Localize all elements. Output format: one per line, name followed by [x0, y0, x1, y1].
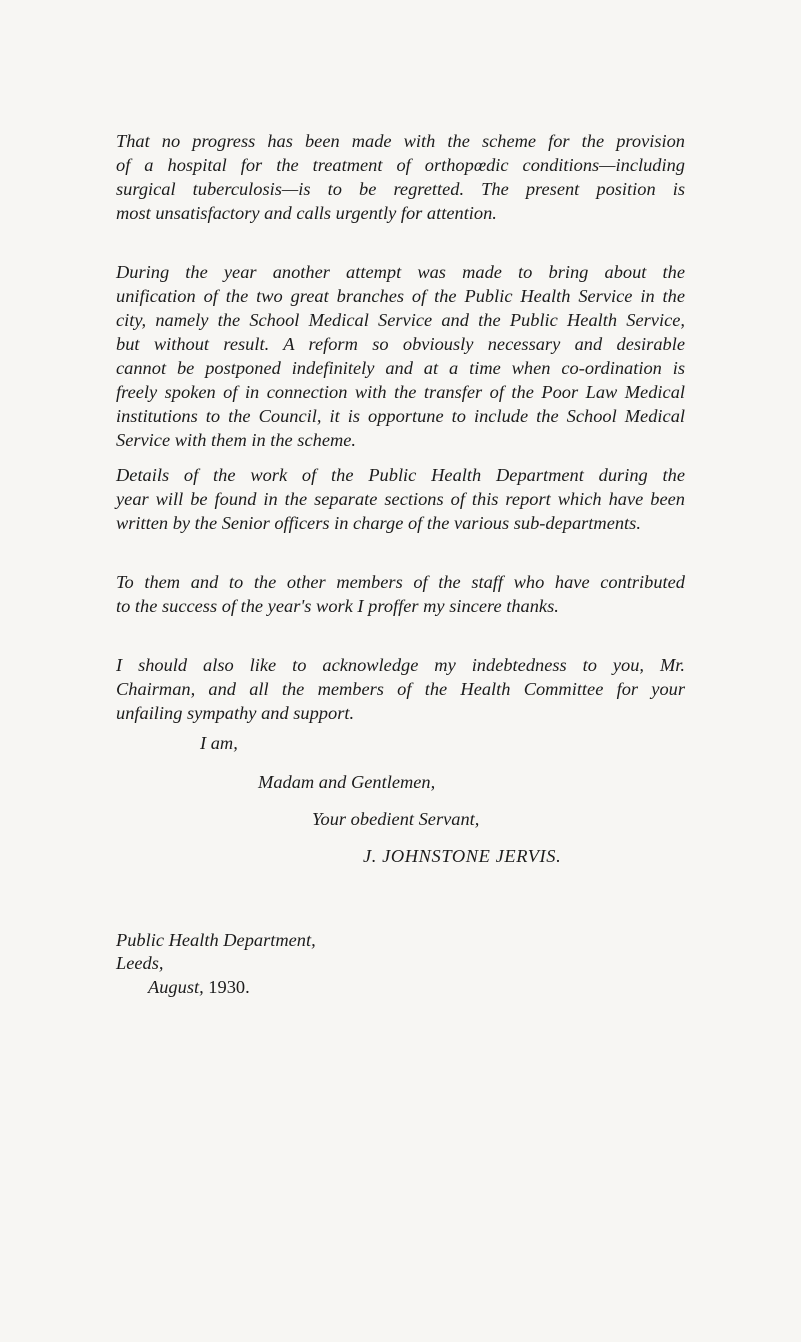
- date-year: 1930.: [208, 977, 250, 997]
- paragraph-line: written by the Senior officers in charge of the various sub-departments.: [116, 513, 641, 533]
- paragraph-line: freely spoken of in connection with the transfer of the Poor Law Medical: [116, 382, 685, 402]
- paragraph-line: of a hospital for the treatment of orthopœdic conditions—including: [116, 155, 685, 175]
- date-month: August,: [148, 977, 209, 997]
- paragraph-unification: [116, 260, 685, 452]
- address-city: Leeds,: [116, 953, 164, 973]
- paragraph-line: I should also like to acknowledge my indebtedness to you, Mr.: [116, 655, 685, 675]
- closing-salutation: Madam and Gentlemen,: [258, 772, 436, 792]
- closing-i-am: I am,: [200, 733, 238, 753]
- paragraph-line: to the success of the year's work I proffer my sincere thanks.: [116, 596, 559, 616]
- paragraph-line: That no progress has been made with the scheme for the provision: [116, 131, 685, 151]
- paragraph-line: Chairman, and all the members of the Health Committee for your: [116, 679, 685, 699]
- paragraph-line: most unsatisfactory and calls urgently for attention.: [116, 203, 497, 223]
- closing-servant: Your obedient Servant,: [312, 809, 480, 829]
- paragraph-line: year will be found in the separate sections of this report which have been: [116, 489, 685, 509]
- paragraph-line: During the year another attempt was made to bring about the: [116, 262, 685, 282]
- paragraph-line: but without result. A reform so obviously necessary and desirable: [116, 334, 685, 354]
- paragraph-line: surgical tuberculosis—is to be regretted. The present position is: [116, 179, 685, 199]
- paragraph-line: To them and to the other members of the staff who have contributed: [116, 572, 685, 592]
- address-date: [148, 975, 250, 999]
- paragraph-acknowledgement: [116, 653, 685, 725]
- paragraph-line: unfailing sympathy and support.: [116, 703, 355, 723]
- paragraph-thanks-staff: [116, 570, 685, 618]
- paragraph-department-details: [116, 463, 685, 535]
- address-department: Public Health Department,: [116, 930, 316, 950]
- paragraph-line: city, namely the School Medical Service and the Public Health Service,: [116, 310, 685, 330]
- paragraph-line: institutions to the Council, it is opportune to include the School Medical: [116, 406, 685, 426]
- paragraph-line: unification of the two great branches of the Public Health Service in the: [116, 286, 685, 306]
- signature-name: J. JOHNSTONE JERVIS.: [363, 846, 562, 866]
- paragraph-line: cannot be postponed indefinitely and at a time when co-ordination is: [116, 358, 685, 378]
- paragraph-hospital-scheme: [116, 129, 685, 225]
- paragraph-line: Details of the work of the Public Health Department during the: [116, 465, 685, 485]
- paragraph-line: Service with them in the scheme.: [116, 430, 357, 450]
